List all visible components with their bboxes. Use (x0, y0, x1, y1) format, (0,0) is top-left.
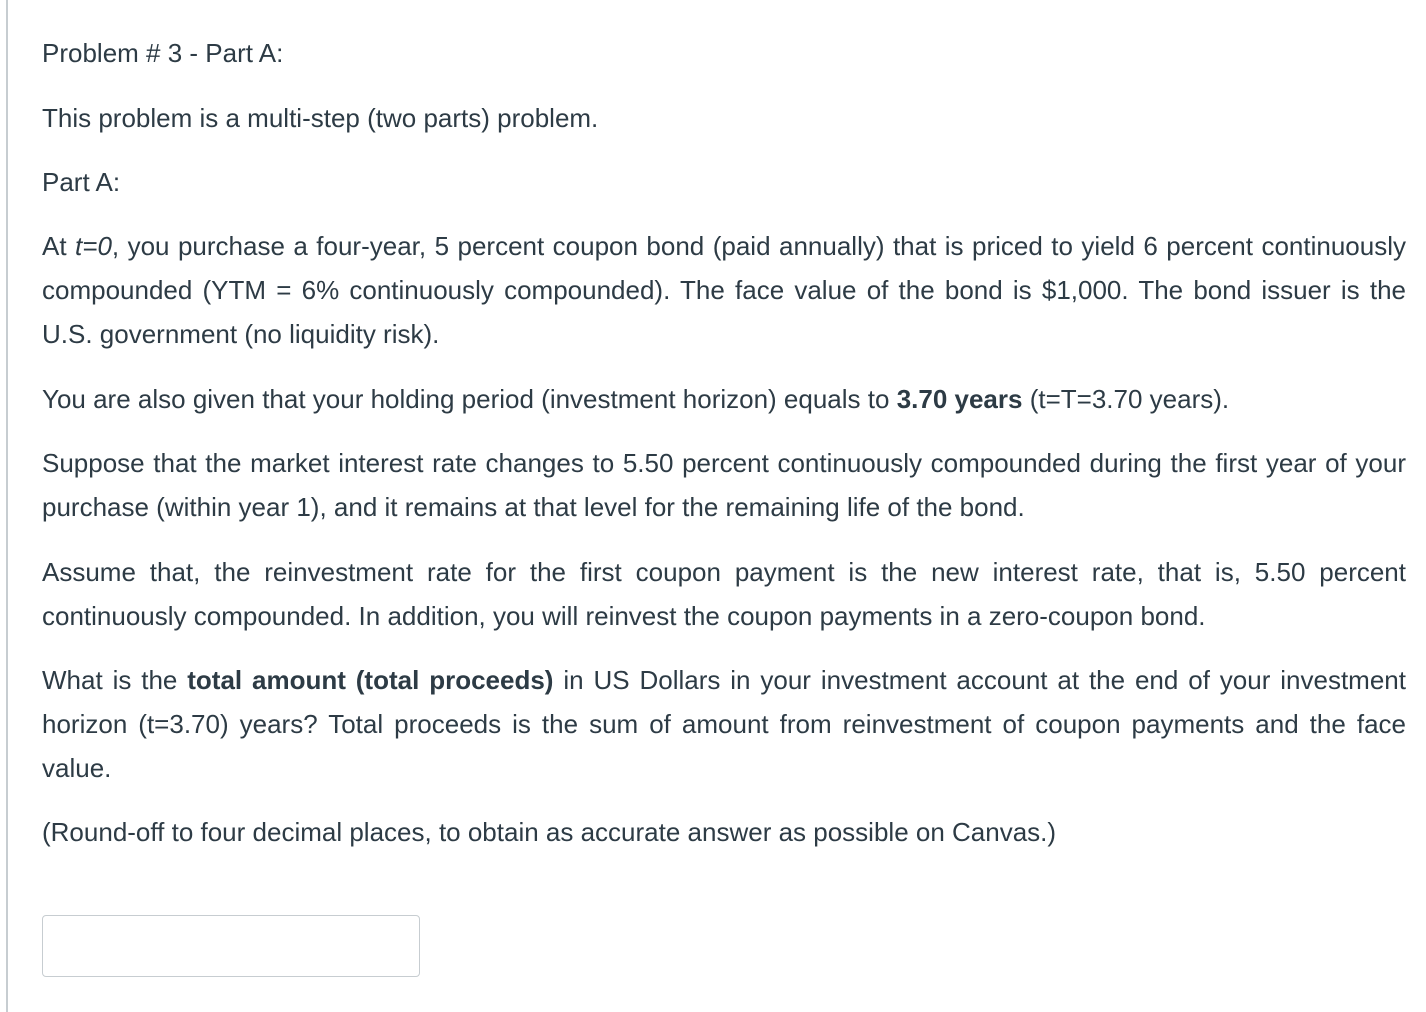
question-paragraph-horizon (42, 377, 1406, 421)
question-paragraph-ask (42, 658, 1406, 790)
paragraph-text: At (42, 231, 76, 261)
total-amount-bold: total amount (total proceeds) (187, 665, 554, 695)
question-left-border (6, 0, 8, 1012)
answer-input[interactable] (42, 915, 420, 977)
question-paragraph-reinvestment: Assume that, the reinvestment rate for the first coupon payment is the new interest rate, that is, 5.50 percent continuously compounded. In addition, you will reinvest the coupon payments in a zero-coupon bond. (42, 557, 1406, 631)
question-intro: This problem is a multi-step (two parts) problem. (42, 103, 599, 133)
question-paragraph-bond (42, 224, 1406, 356)
question-title: Problem # 3 - Part A: (42, 38, 284, 68)
question-paragraph-rate-change: Suppose that the market interest rate changes to 5.50 percent continuously compounded during the first year of your purchase (within year 1), and it remains at that level for the remaining life of the bond. (42, 448, 1406, 522)
paragraph-text: in US Dollars in your investment account at the end of your investment horizon (t=3.70) years? Total proceeds is the sum of amount from reinvestment of coupon payments and the face value. (42, 665, 1406, 783)
question-paragraph-rounding: (Round-off to four decimal places, to obtain as accurate answer as possible on Canvas.) (42, 817, 1057, 847)
paragraph-text: You are also given that your holding period (investment horizon) equals to (42, 384, 897, 414)
time-zero-italic: t=0 (75, 231, 112, 261)
part-label: Part A: (42, 167, 121, 197)
paragraph-text: , you purchase a four-year, 5 percent coupon bond (paid annually) that is priced to yield 6 percent continuously compounded (YTM = 6% continuously compounded). The face value of the bond is $1,000. The bond issuer is the U.S. government (no liquidity risk). (42, 231, 1406, 349)
paragraph-text: What is the (42, 665, 188, 695)
paragraph-text: (t=T=3.70 years). (1022, 384, 1230, 414)
horizon-bold: 3.70 years (896, 384, 1023, 414)
